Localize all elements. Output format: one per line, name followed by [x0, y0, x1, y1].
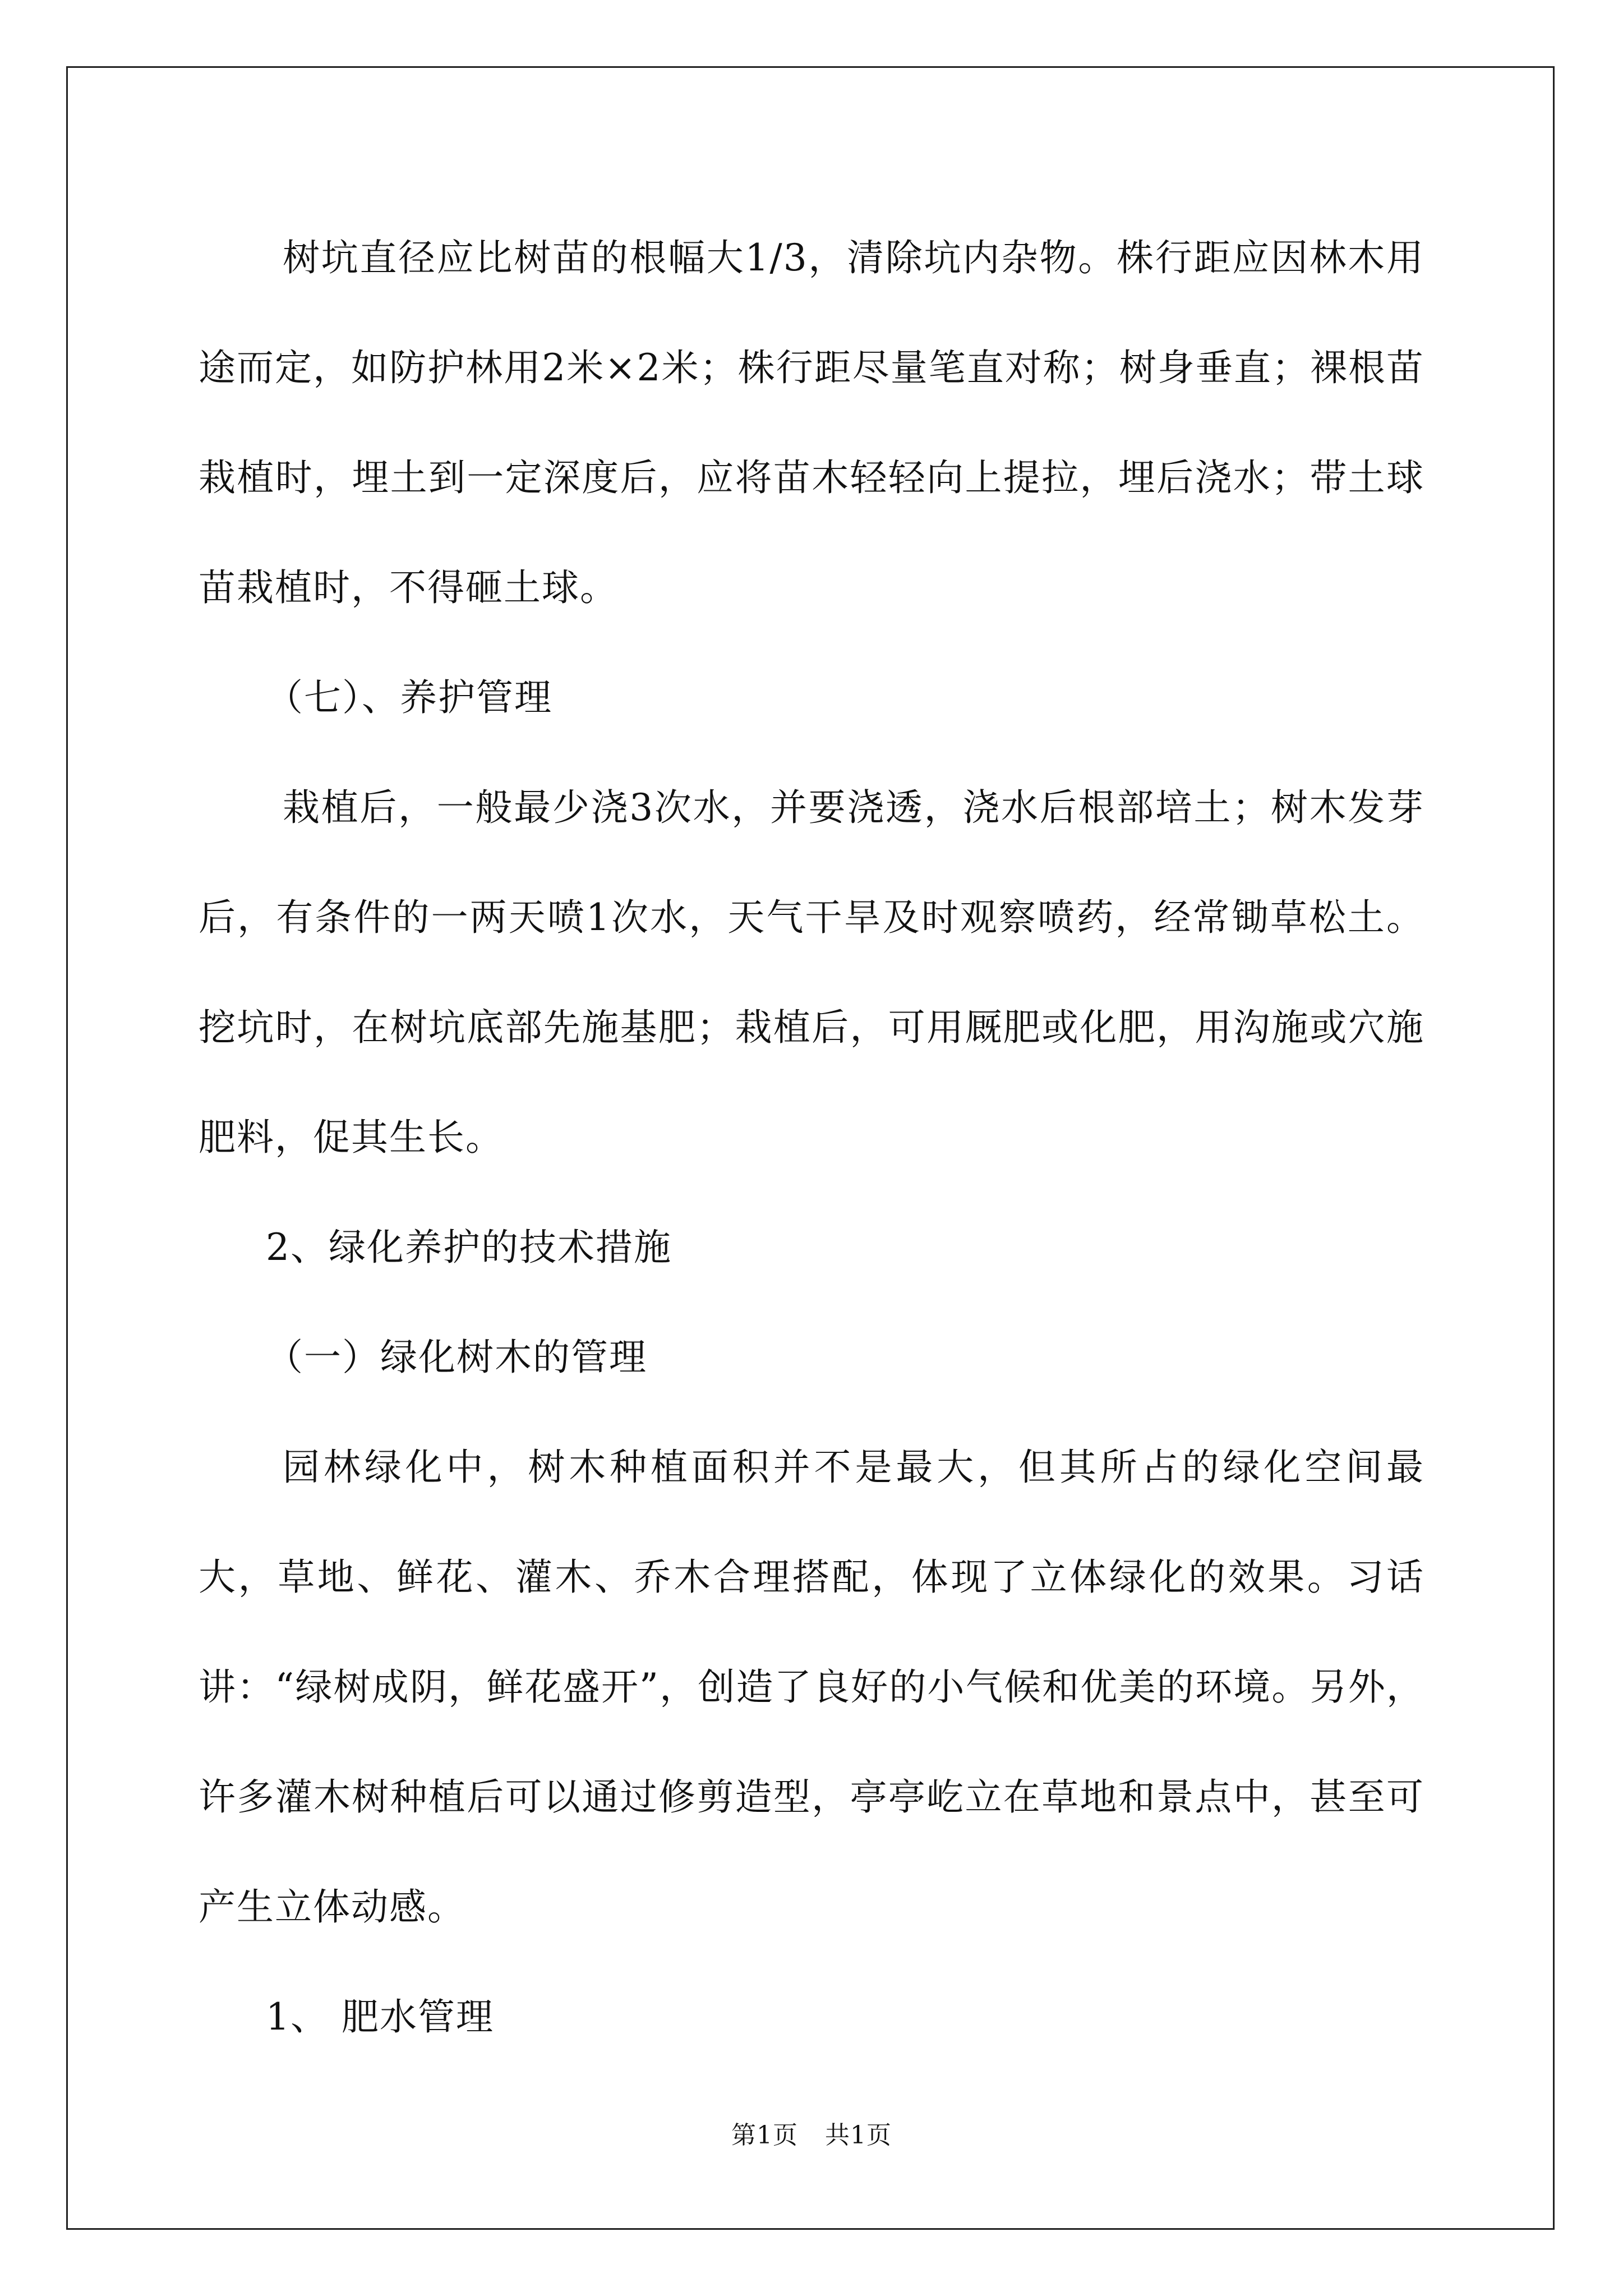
page-total: 共1页: [825, 2121, 892, 2150]
document-body: [199, 203, 1424, 2072]
heading-tree-management: （一）绿化树木的管理: [266, 1336, 647, 1379]
heading-fertilizer-water-management: 1、 肥水管理: [266, 1995, 494, 2039]
heading-greening-technical-measures: 2、绿化养护的技术措施: [266, 1226, 672, 1269]
paragraph-watering-fertilizing: 栽植后，一般最少浇3次水，并要浇透，浇水后根部培土；树木发芽后，有条件的一两天喷1次水，天气干旱及时观察喷药，经常锄草松土。挖坑时，在树坑底部先施基肥；栽植后，可用厩肥或化肥，用沟施或穴施肥料，促其生长。: [199, 786, 1424, 1159]
page-number: 第1页: [731, 2121, 798, 2150]
page-footer: [0, 2115, 1623, 2151]
paragraph-tree-greening-space: 园林绿化中，树木种植面积并不是最大，但其所占的绿化空间最大，草地、鲜花、灌木、乔木合理搭配，体现了立体绿化的效果。习话讲：“绿树成阴，鲜花盛开”，创造了良好的小气候和优美的环境。另外，许多灌木树种植后可以通过修剪造型，亭亭屹立在草地和景点中，甚至可产生立体动感。: [199, 1446, 1424, 1929]
paragraph-planting-method: 树坑直径应比树苗的根幅大1/3，清除坑内杂物。株行距应因林木用途而定，如防护林用2米×2米；株行距尽量笔直对称；树身垂直；裸根苗栽植时，埋土到一定深度后，应将苗木轻轻向上提拉，埋后浇水；带土球苗栽植时，不得砸土球。: [199, 236, 1424, 609]
heading-maintenance-management: （七）、养护管理: [266, 676, 552, 719]
